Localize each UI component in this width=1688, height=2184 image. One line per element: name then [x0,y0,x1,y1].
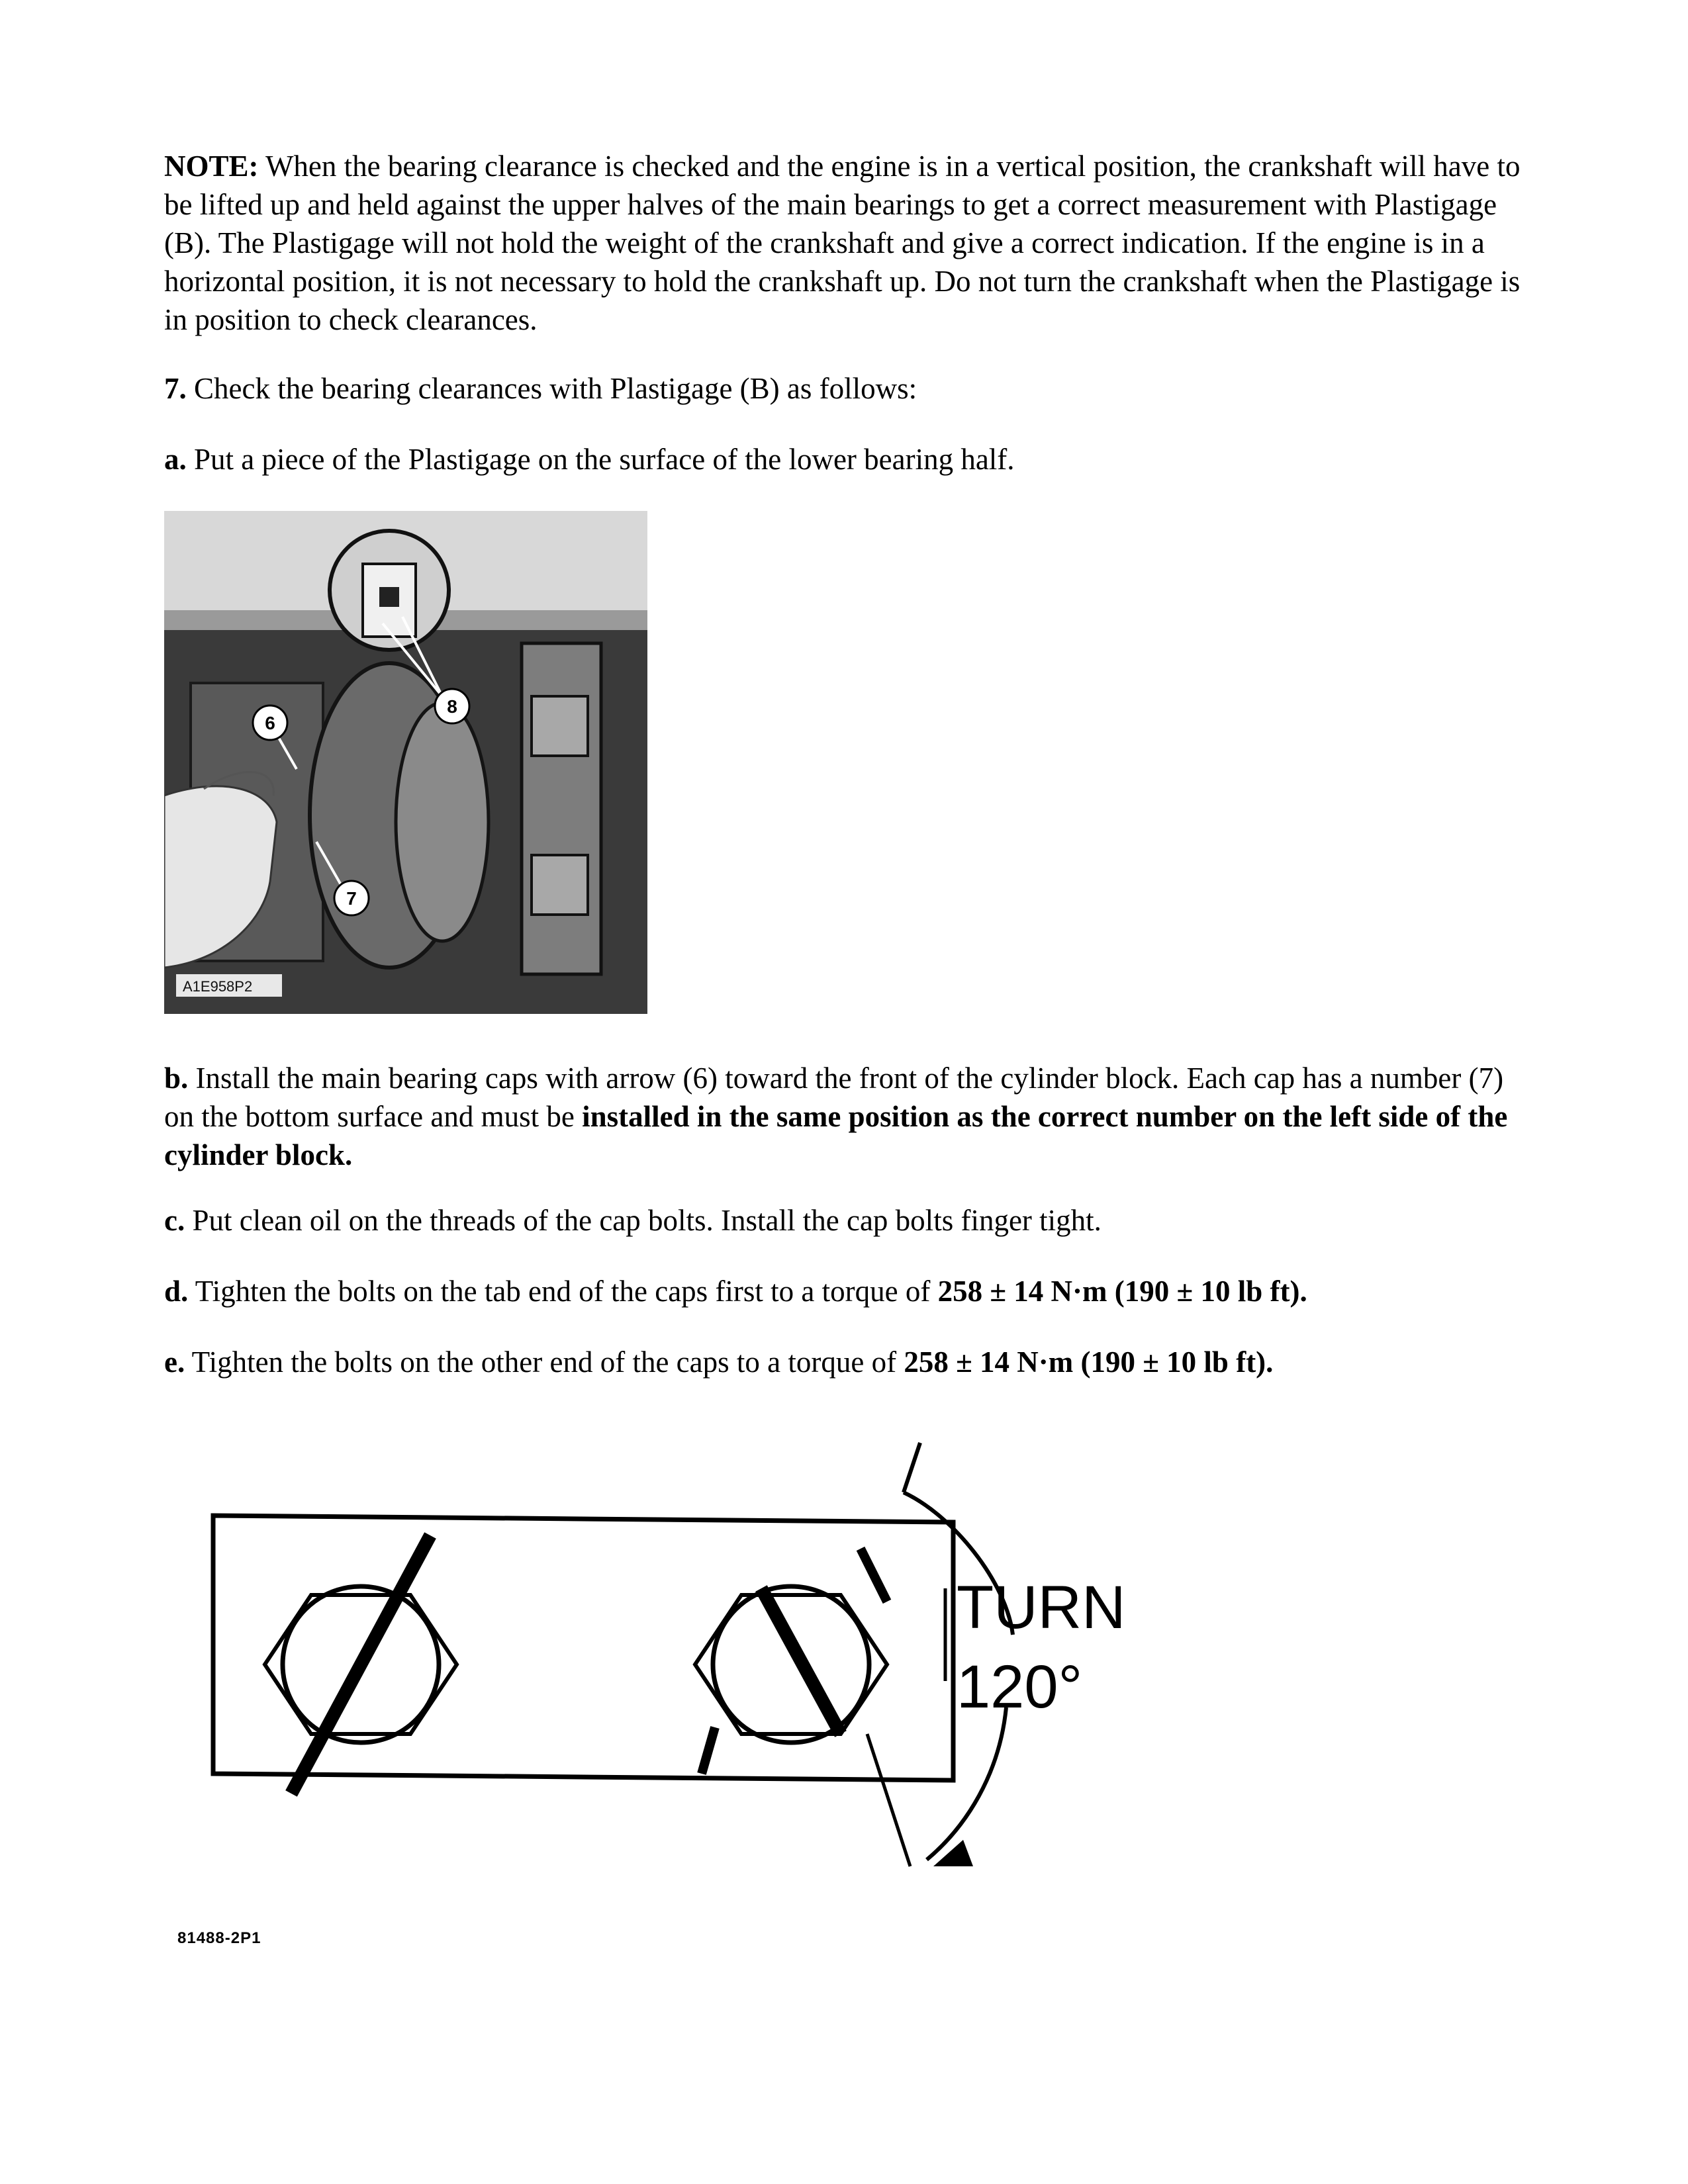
step-7-text: Check the bearing clearances with Plastigage (B) as follows: [186,372,917,405]
turn-arc-lower [927,1707,1006,1860]
step-a-paragraph [164,440,1528,478]
step-e-text: Tighten the bolts on the other end of the caps to a torque of [185,1345,904,1379]
left-bolt [265,1535,457,1794]
step-7-paragraph [164,369,1528,408]
step-b-bold: installed in the same position as the correct number on the left side of the cylinder block. [164,1100,1508,1171]
step-c-label: c. [164,1204,185,1237]
photo-figure-id: A1E958P2 [183,978,253,995]
diagram-figure-id: 81488-2P1 [177,1929,261,1947]
step-b-paragraph [164,1059,1528,1174]
note-label: NOTE: [164,150,259,183]
turn-arrowhead-icon [933,1840,973,1866]
step-d-bold: 258 ± 14 N·m (190 ± 10 lb ft). [937,1275,1307,1308]
callout-7 [334,881,369,915]
step-e-bold: 258 ± 14 N·m (190 ± 10 lb ft). [904,1345,1274,1379]
note-paragraph [164,147,1528,339]
step-d-text: Tighten the bolts on the tab end of the caps first to a torque of [188,1275,938,1308]
right-bolt [695,1549,887,1774]
step-c-paragraph [164,1201,1528,1240]
callout-6 [253,705,287,740]
step-d-paragraph [164,1272,1528,1310]
note-text: When the bearing clearance is checked and the engine is in a vertical position, the crankshaft will have to be lifted up and held against the upper halves of the main bearings to get a correct measurement with Plastigage (B). The Plastigage will not hold the weight of the crankshaft and give a correct indication. If the engine is in a horizontal position, it is not necessary to hold the crankshaft up. Do not turn the crankshaft when the Plastigage is in position to check clearances. [164,150,1521,336]
step-e-label: e. [164,1345,185,1379]
step-7-label: 7. [164,372,187,405]
bearing-cap-photo [164,511,647,1014]
callout-8 [435,689,469,723]
step-a-text: Put a piece of the Plastigage on the surface of the lower bearing half. [186,443,1015,476]
angle-label: 120° [957,1653,1083,1721]
step-d-label: d. [164,1275,189,1308]
svg-text:8: 8 [447,696,457,717]
step-c-text: Put clean oil on the threads of the cap bolts. Install the cap bolts finger tight. [185,1204,1102,1237]
svg-text:6: 6 [265,713,275,733]
step-b-text: Install the main bearing caps with arrow (6) toward the front of the cylinder block. Each cap has a number (7) on the bottom surface and must be [164,1062,1504,1133]
step-b-label: b. [164,1062,189,1095]
turn-label: TURN [957,1574,1126,1641]
step-e-paragraph [164,1343,1528,1381]
step-a-label: a. [164,443,187,476]
svg-text:7: 7 [346,888,357,909]
bolt-turn-diagram [185,1430,1165,1893]
